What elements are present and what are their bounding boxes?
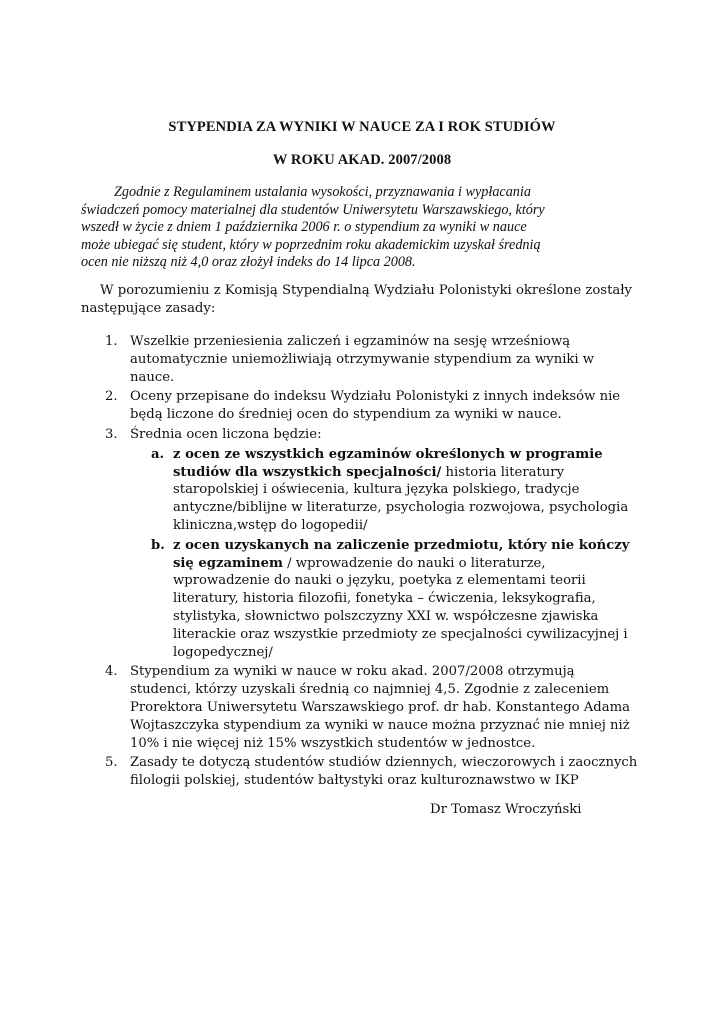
- sub-item-heading: z ocen uzyskanych na zaliczenie przedmiotu, który nie kończy: [173, 537, 630, 553]
- rule-number: 2.: [105, 389, 118, 405]
- rule-number: 4.: [105, 664, 118, 680]
- sub-item-letter: a.: [151, 446, 165, 462]
- intro-line: wszedł w życie z dniem 1 października 2006 r. o stypendium za wyniki w nauce: [81, 219, 527, 236]
- rule-line: studenci, którzy uzyskali średnią co najmniej 4,5. Zgodnie z zaleceniem: [130, 682, 610, 698]
- rules-intro-line: następujące zasady:: [81, 300, 216, 316]
- sub-item-line: literatury, historia filozofii, fonetyka – ćwiczenia, leksykografia,: [173, 591, 596, 607]
- sub-item-line: literackie oraz wszystkie przedmioty ze specjalności cywilizacyjnej i: [173, 626, 628, 642]
- rule-number: 3.: [105, 426, 118, 442]
- sub-item-line: wprowadzenie do nauki o języku, poetyka z elementami teorii: [173, 573, 586, 589]
- rule-number: 1.: [105, 334, 118, 349]
- sub-item-heading: z ocen ze wszystkich egzaminów określonych w programie: [173, 446, 603, 462]
- rules-intro-line: W porozumieniu z Komisją Stypendialną Wydziału Polonistyki określone zostały: [100, 283, 632, 298]
- rule-item-3: [105, 426, 641, 444]
- rules-list: [105, 333, 641, 792]
- rule-item-5: [105, 754, 641, 790]
- sub-item-heading: się egzaminem: [173, 555, 283, 571]
- rule-line: nauce.: [130, 369, 175, 385]
- intro-line: Zgodnie z Regulaminem ustalania wysokości, przyznawania i wypłacania: [114, 184, 531, 200]
- intro-line: świadczeń pomocy materialnej dla studentów Uniwersytetu Warszawskiego, który: [81, 201, 545, 218]
- sub-item-line: staropolskiej i oświecenia, kultura języka polskiego, tradycje: [173, 482, 580, 498]
- rule-line: automatycznie uniemożliwiają otrzymywanie stypendium za wyniki w: [130, 351, 595, 367]
- sub-item-line: logopedycznej/: [173, 644, 273, 660]
- sub-item-text: historia literatury: [441, 464, 565, 480]
- intro-line: może ubiegać się student, który w poprzednim roku akademickim uzyskał średnią: [81, 236, 541, 253]
- sub-item-line: [173, 555, 641, 573]
- sub-item-b: [105, 537, 641, 662]
- sub-item-letter: b.: [151, 537, 165, 553]
- rule-line: będą liczone do średniej ocen do stypendium za wyniki w nauce.: [130, 407, 562, 423]
- rules-intro-paragraph: [81, 282, 641, 317]
- document-subtitle: W ROKU AKAD. 2007/2008: [272, 152, 452, 168]
- sub-item-line: [173, 464, 641, 482]
- rule-line: 10% i nie więcej niż 15% wszystkich studentów w jednostce.: [130, 735, 536, 751]
- signature: Dr Tomasz Wroczyński: [430, 802, 582, 817]
- sub-item-a: [105, 446, 641, 535]
- sub-item-line: kliniczna,wstęp do logopedii/: [173, 517, 368, 533]
- rule-item-4: [105, 663, 641, 752]
- intro-line: ocen nie niższą niż 4,0 oraz złożył indeks do 14 lipca 2008.: [81, 254, 416, 271]
- rule-line: Wszelkie przeniesienia zaliczeń i egzaminów na sesję wrześniową: [130, 334, 571, 349]
- rule-line: filologii polskiej, studentów bałtystyki oraz kulturoznawstwo w IKP: [130, 773, 579, 789]
- document-title: STYPENDIA ZA WYNIKI W NAUCE ZA I ROK STUDIÓW: [168, 119, 556, 135]
- sub-item-line: stylistyka, słownictwo polszczyzny XXI w. współczesne zjawiska: [173, 608, 599, 624]
- rule-line: Średnia ocen liczona będzie:: [130, 426, 322, 442]
- rule-number: 5.: [105, 755, 118, 771]
- sub-item-heading: studiów dla wszystkich specjalności/: [173, 464, 442, 480]
- rule-line: Oceny przepisane do indeksu Wydziału Polonistyki z innych indeksów nie: [130, 389, 621, 405]
- sub-item-text: / wprowadzenie do nauki o literaturze,: [282, 555, 546, 571]
- rule-line: Zasady te dotyczą studentów studiów dziennych, wieczorowych i zaocznych: [130, 755, 638, 771]
- rule-item-2: [105, 388, 641, 424]
- rule-line: Prorektora Uniwersytetu Warszawskiego prof. dr hab. Konstantego Adama: [130, 699, 630, 715]
- sub-item-line: antyczne/biblijne w literaturze, psychologia rozwojowa, psychologia: [173, 500, 629, 516]
- intro-paragraph: [81, 184, 641, 272]
- rule-line: Stypendium za wyniki w nauce w roku akad. 2007/2008 otrzymują: [130, 664, 575, 680]
- rule-line: Wojtaszczyka stypendium za wyniki w nauce można przyznać nie mniej niż: [130, 717, 630, 733]
- rule-item-1: [105, 333, 641, 386]
